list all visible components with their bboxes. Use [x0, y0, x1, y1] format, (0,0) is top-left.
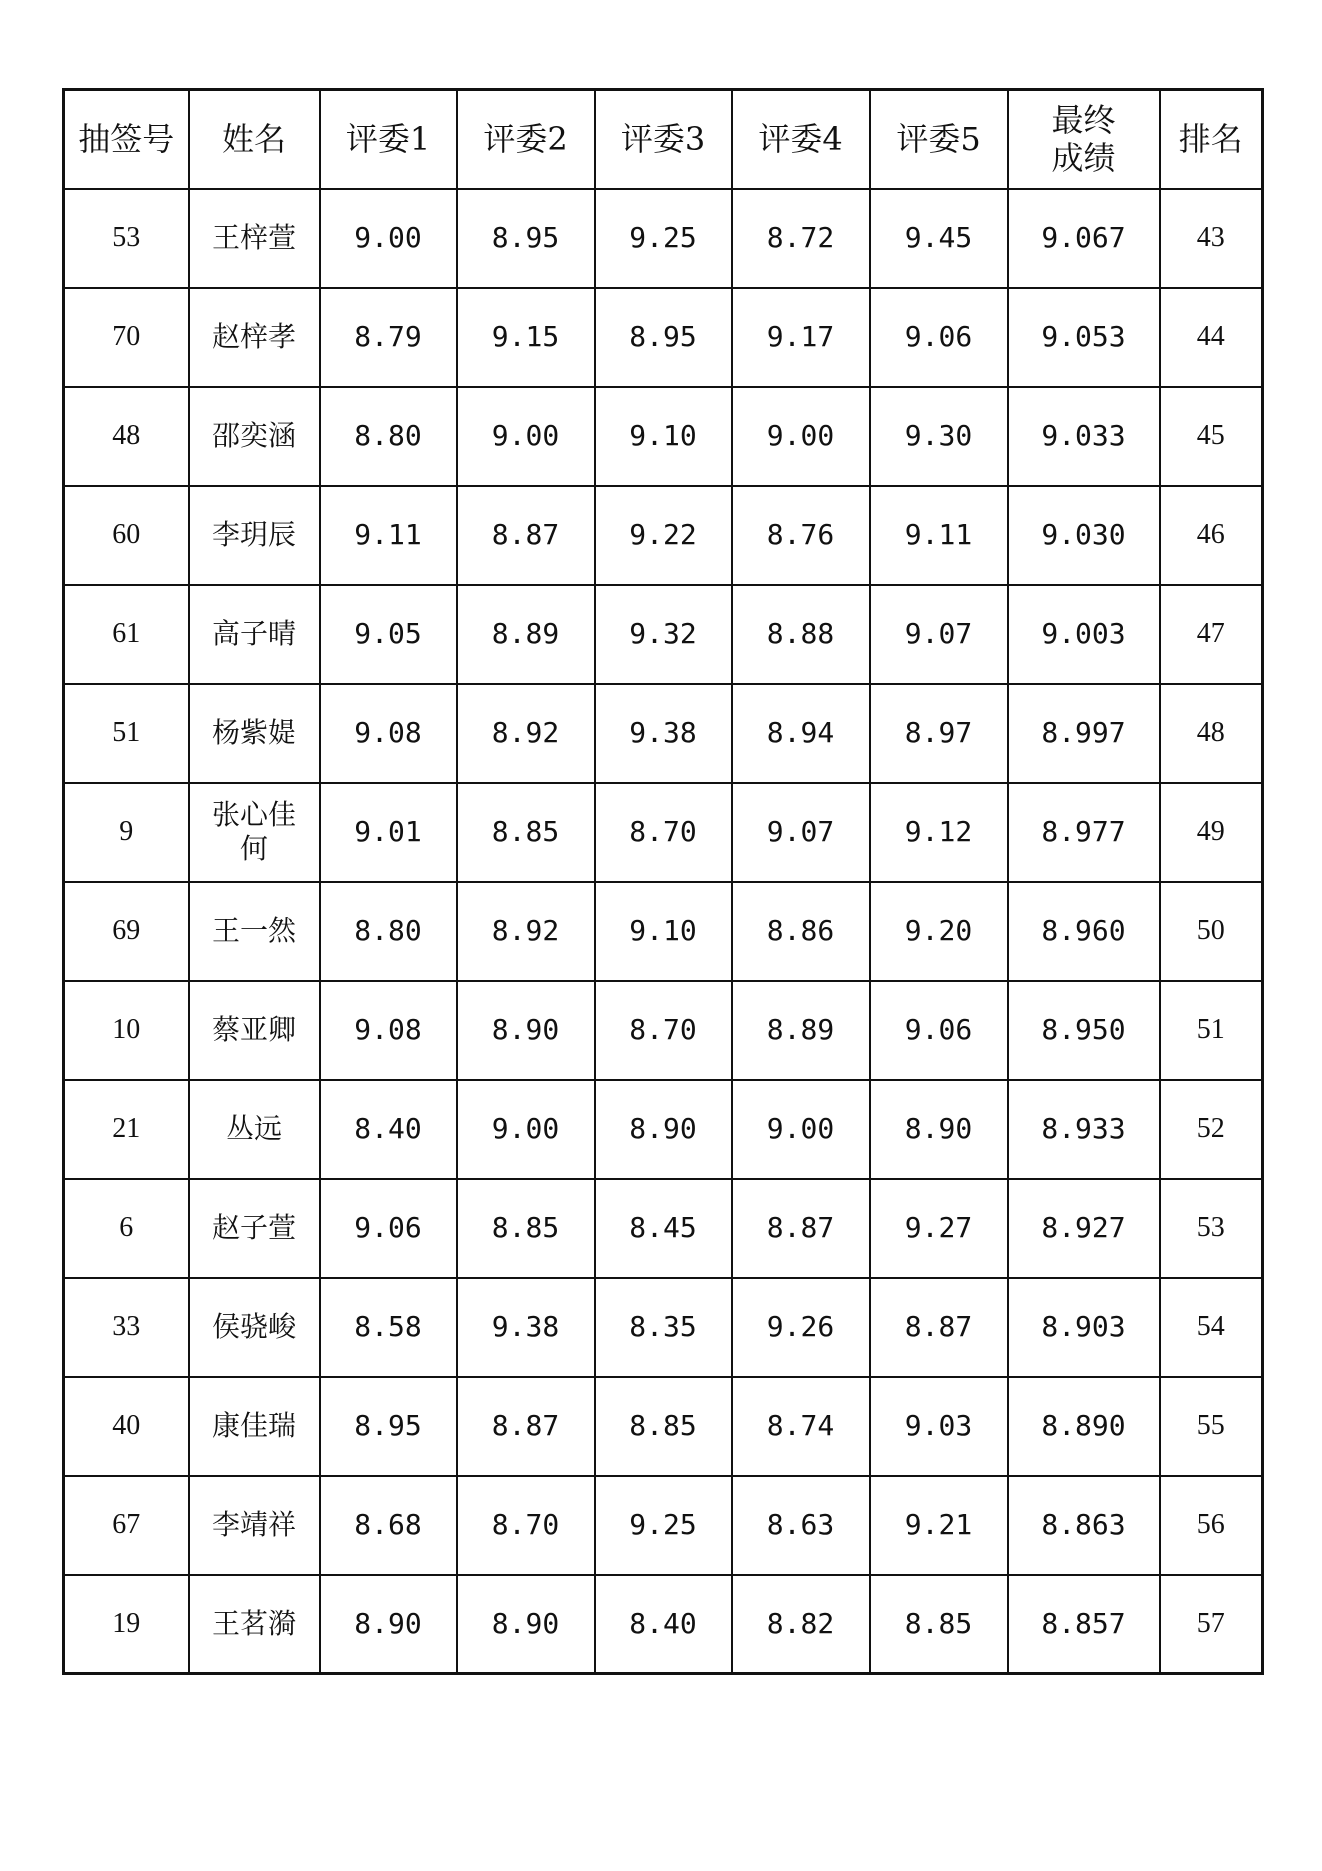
judge4-score-cell: 8.89 [732, 981, 870, 1080]
table-row [64, 585, 1263, 684]
judge5-score-cell: 9.11 [870, 486, 1008, 585]
final-score-cell: 8.997 [1008, 684, 1160, 783]
judge3-score-cell: 8.35 [595, 1278, 732, 1377]
judge1-score-cell: 8.79 [320, 288, 457, 387]
judge5-score-cell: 9.12 [870, 783, 1008, 882]
judge4-score-cell: 8.72 [732, 189, 870, 288]
judge3-score-cell: 9.32 [595, 585, 732, 684]
final-score-cell: 9.033 [1008, 387, 1160, 486]
final-score-cell: 9.067 [1008, 189, 1160, 288]
judge3-score-cell: 9.25 [595, 1476, 732, 1575]
name-line1: 高子晴 [211, 617, 296, 650]
name-cell [189, 387, 320, 486]
judge4-score-cell: 9.17 [732, 288, 870, 387]
table-row [64, 1575, 1263, 1674]
draw-no-cell: 6 [64, 1179, 189, 1278]
rank-cell: 54 [1160, 1278, 1263, 1377]
name-line1: 侯骁峻 [211, 1310, 296, 1343]
final-score-cell: 8.903 [1008, 1278, 1160, 1377]
final-score-cell: 8.960 [1008, 882, 1160, 981]
name-cell [189, 585, 320, 684]
name-cell [189, 882, 320, 981]
table-row [64, 1476, 1263, 1575]
header-row [64, 90, 1263, 189]
header-judge4: 评委4 [732, 90, 870, 189]
header-final-line2: 成绩 [1051, 139, 1116, 178]
header-final-line1: 最终 [1051, 101, 1116, 140]
judge3-score-cell: 8.70 [595, 981, 732, 1080]
name-line1: 张心佳 [211, 798, 296, 831]
judge3-score-cell: 9.38 [595, 684, 732, 783]
name-line1: 赵梓孝 [211, 320, 296, 353]
header-name: 姓名 [189, 90, 320, 189]
judge5-score-cell: 9.06 [870, 981, 1008, 1080]
name-line1: 杨紫媞 [211, 716, 296, 749]
judge4-score-cell: 8.74 [732, 1377, 870, 1476]
judge2-score-cell: 8.70 [457, 1476, 595, 1575]
name-cell [189, 1080, 320, 1179]
name-line1: 康佳瑞 [211, 1409, 296, 1442]
name-line1: 李玥辰 [211, 518, 296, 551]
header-judge2: 评委2 [457, 90, 595, 189]
name-cell [189, 981, 320, 1080]
judge2-score-cell: 8.95 [457, 189, 595, 288]
draw-no-cell: 40 [64, 1377, 189, 1476]
judge1-score-cell: 8.40 [320, 1080, 457, 1179]
judge3-score-cell: 9.25 [595, 189, 732, 288]
rank-cell: 56 [1160, 1476, 1263, 1575]
header-rank: 排名 [1160, 90, 1263, 189]
judge5-score-cell: 9.20 [870, 882, 1008, 981]
judge1-score-cell: 8.90 [320, 1575, 457, 1674]
draw-no-cell: 19 [64, 1575, 189, 1674]
name-cell [189, 1377, 320, 1476]
draw-no-cell: 33 [64, 1278, 189, 1377]
table-row [64, 1080, 1263, 1179]
score-table [62, 88, 1264, 1675]
name-cell [189, 486, 320, 585]
judge1-score-cell: 9.08 [320, 684, 457, 783]
judge2-score-cell: 8.85 [457, 1179, 595, 1278]
rank-cell: 48 [1160, 684, 1263, 783]
draw-no-cell: 70 [64, 288, 189, 387]
judge5-score-cell: 8.87 [870, 1278, 1008, 1377]
draw-no-cell: 61 [64, 585, 189, 684]
rank-cell: 43 [1160, 189, 1263, 288]
rank-cell: 53 [1160, 1179, 1263, 1278]
table-row [64, 783, 1263, 882]
judge5-score-cell: 8.85 [870, 1575, 1008, 1674]
judge3-score-cell: 9.22 [595, 486, 732, 585]
final-score-cell: 8.890 [1008, 1377, 1160, 1476]
judge2-score-cell: 8.90 [457, 1575, 595, 1674]
draw-no-cell: 48 [64, 387, 189, 486]
judge4-score-cell: 9.00 [732, 1080, 870, 1179]
name-line1: 邵奕涵 [211, 419, 296, 452]
final-score-cell: 8.933 [1008, 1080, 1160, 1179]
name-cell [189, 1179, 320, 1278]
header-judge1: 评委1 [320, 90, 457, 189]
judge1-score-cell: 8.80 [320, 882, 457, 981]
judge1-score-cell: 9.11 [320, 486, 457, 585]
judge4-score-cell: 8.86 [732, 882, 870, 981]
table-row [64, 387, 1263, 486]
final-score-cell: 9.053 [1008, 288, 1160, 387]
judge1-score-cell: 8.68 [320, 1476, 457, 1575]
header-final-score [1008, 90, 1160, 189]
draw-no-cell: 21 [64, 1080, 189, 1179]
final-score-cell: 8.950 [1008, 981, 1160, 1080]
judge2-score-cell: 8.89 [457, 585, 595, 684]
name-cell [189, 1278, 320, 1377]
judge3-score-cell: 8.45 [595, 1179, 732, 1278]
name-cell [189, 1476, 320, 1575]
name-line1: 丛远 [225, 1112, 282, 1145]
judge2-score-cell: 9.15 [457, 288, 595, 387]
final-score-cell: 8.977 [1008, 783, 1160, 882]
name-cell [189, 189, 320, 288]
rank-cell: 55 [1160, 1377, 1263, 1476]
judge1-score-cell: 8.80 [320, 387, 457, 486]
judge3-score-cell: 8.95 [595, 288, 732, 387]
judge2-score-cell: 9.00 [457, 1080, 595, 1179]
judge5-score-cell: 9.30 [870, 387, 1008, 486]
table-row [64, 189, 1263, 288]
judge4-score-cell: 8.76 [732, 486, 870, 585]
judge3-score-cell: 9.10 [595, 882, 732, 981]
draw-no-cell: 9 [64, 783, 189, 882]
judge5-score-cell: 9.07 [870, 585, 1008, 684]
draw-no-cell: 67 [64, 1476, 189, 1575]
judge4-score-cell: 9.26 [732, 1278, 870, 1377]
header-judge5: 评委5 [870, 90, 1008, 189]
table-row [64, 684, 1263, 783]
judge3-score-cell: 8.85 [595, 1377, 732, 1476]
judge1-score-cell: 9.01 [320, 783, 457, 882]
final-score-cell: 9.003 [1008, 585, 1160, 684]
judge5-score-cell: 9.06 [870, 288, 1008, 387]
judge2-score-cell: 8.87 [457, 486, 595, 585]
judge4-score-cell: 8.82 [732, 1575, 870, 1674]
header-judge3: 评委3 [595, 90, 732, 189]
final-score-cell: 8.857 [1008, 1575, 1160, 1674]
judge5-score-cell: 8.97 [870, 684, 1008, 783]
judge1-score-cell: 9.08 [320, 981, 457, 1080]
judge4-score-cell: 9.07 [732, 783, 870, 882]
judge1-score-cell: 8.95 [320, 1377, 457, 1476]
rank-cell: 50 [1160, 882, 1263, 981]
rank-cell: 57 [1160, 1575, 1263, 1674]
judge2-score-cell: 9.00 [457, 387, 595, 486]
judge2-score-cell: 8.87 [457, 1377, 595, 1476]
table-row [64, 981, 1263, 1080]
rank-cell: 51 [1160, 981, 1263, 1080]
judge1-score-cell: 9.00 [320, 189, 457, 288]
judge5-score-cell: 8.90 [870, 1080, 1008, 1179]
judge2-score-cell: 9.38 [457, 1278, 595, 1377]
judge1-score-cell: 9.06 [320, 1179, 457, 1278]
judge1-score-cell: 9.05 [320, 585, 457, 684]
judge3-score-cell: 8.70 [595, 783, 732, 882]
judge3-score-cell: 8.90 [595, 1080, 732, 1179]
draw-no-cell: 51 [64, 684, 189, 783]
judge3-score-cell: 8.40 [595, 1575, 732, 1674]
table-row [64, 1179, 1263, 1278]
draw-no-cell: 60 [64, 486, 189, 585]
table-row [64, 882, 1263, 981]
final-score-cell: 8.863 [1008, 1476, 1160, 1575]
judge4-score-cell: 8.88 [732, 585, 870, 684]
name-line1: 王茗漪 [211, 1606, 296, 1640]
name-line1: 赵子萱 [211, 1211, 296, 1244]
table-row [64, 1278, 1263, 1377]
name-cell [189, 783, 320, 882]
rank-cell: 45 [1160, 387, 1263, 486]
table-row [64, 1377, 1263, 1476]
name-line1: 李靖祥 [211, 1508, 296, 1541]
draw-no-cell: 53 [64, 189, 189, 288]
final-score-cell: 8.927 [1008, 1179, 1160, 1278]
name-line1: 王梓萱 [211, 221, 296, 254]
judge4-score-cell: 8.63 [732, 1476, 870, 1575]
table-body [64, 189, 1263, 1674]
rank-cell: 49 [1160, 783, 1263, 882]
table-row [64, 486, 1263, 585]
judge2-score-cell: 8.92 [457, 684, 595, 783]
judge3-score-cell: 9.10 [595, 387, 732, 486]
judge4-score-cell: 9.00 [732, 387, 870, 486]
rank-cell: 44 [1160, 288, 1263, 387]
judge1-score-cell: 8.58 [320, 1278, 457, 1377]
judge2-score-cell: 8.85 [457, 783, 595, 882]
name-line2: 何 [239, 832, 268, 865]
table-row [64, 288, 1263, 387]
judge4-score-cell: 8.87 [732, 1179, 870, 1278]
final-score-cell: 9.030 [1008, 486, 1160, 585]
judge5-score-cell: 9.27 [870, 1179, 1008, 1278]
header-draw-no: 抽签号 [64, 90, 189, 189]
rank-cell: 46 [1160, 486, 1263, 585]
name-cell [189, 684, 320, 783]
name-line1: 蔡亚卿 [211, 1013, 296, 1046]
name-cell [189, 1575, 320, 1674]
judge5-score-cell: 9.45 [870, 189, 1008, 288]
judge2-score-cell: 8.90 [457, 981, 595, 1080]
judge4-score-cell: 8.94 [732, 684, 870, 783]
rank-cell: 52 [1160, 1080, 1263, 1179]
judge5-score-cell: 9.21 [870, 1476, 1008, 1575]
draw-no-cell: 69 [64, 882, 189, 981]
judge2-score-cell: 8.92 [457, 882, 595, 981]
draw-no-cell: 10 [64, 981, 189, 1080]
name-line1: 王一然 [211, 914, 296, 947]
judge5-score-cell: 9.03 [870, 1377, 1008, 1476]
rank-cell: 47 [1160, 585, 1263, 684]
name-cell [189, 288, 320, 387]
